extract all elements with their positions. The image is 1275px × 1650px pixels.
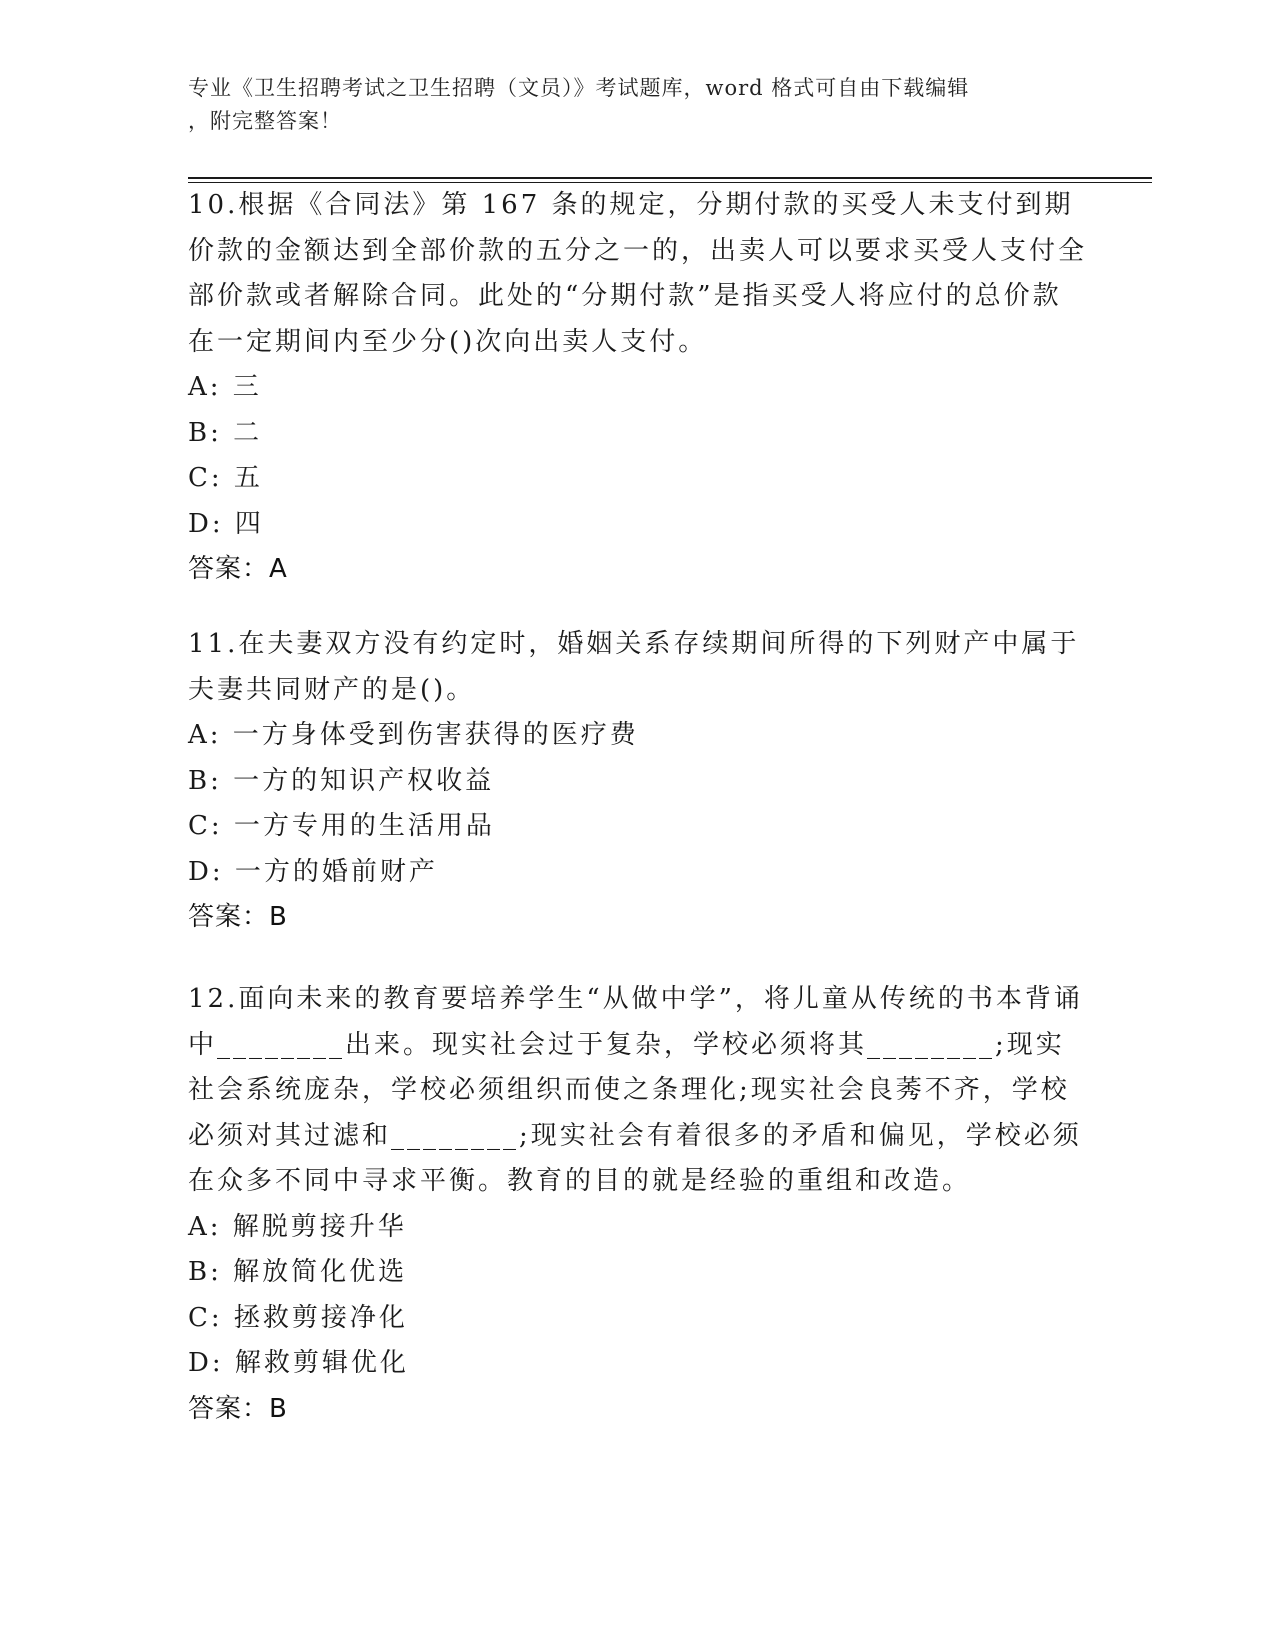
option-b: B: 解放简化优选 bbox=[188, 1257, 408, 1287]
question-text: 11.在夫妻双方没有约定时，婚姻关系存续期间所得的下列财产中属于夫妻共同财产的是()。 bbox=[188, 629, 1080, 705]
answer: 答案：B bbox=[188, 902, 288, 932]
option-d: D: 解救剪辑优化 bbox=[188, 1348, 409, 1378]
option-a: A: 一方身体受到伤害获得的医疗费 bbox=[188, 720, 639, 750]
answer: 答案：B bbox=[188, 1393, 288, 1424]
question-12 bbox=[188, 977, 1088, 1432]
option-c: C: 拯救剪接净化 bbox=[188, 1302, 408, 1333]
header-divider-thick bbox=[188, 177, 1152, 179]
option-c: C: 一方专用的生活用品 bbox=[188, 811, 495, 841]
option-a: A: 三 bbox=[188, 372, 262, 402]
option-c: C: 五 bbox=[188, 463, 263, 493]
option-a: A: 解脱剪接升华 bbox=[188, 1211, 407, 1242]
document-header bbox=[188, 72, 1068, 138]
option-b: B: 二 bbox=[188, 417, 263, 448]
question-text: 12.面向未来的教育要培养学生“从做中学”，将儿童从传统的书本背诵中________出来。现实社会过于复杂，学校必须将其________;现实社会系统庞杂，学校必须组织而使之条理化;现实社会良莠不齐，学校必须对其过滤和________;现实社会有着很多的矛盾和偏见，学校必须在众多不同中寻求平衡。教育的目的就是经验的重组和改造。 bbox=[188, 984, 1083, 1196]
option-b: B: 一方的知识产权收益 bbox=[188, 765, 495, 796]
question-11 bbox=[188, 622, 1088, 941]
header-line-2: ，附完整答案！ bbox=[188, 109, 342, 133]
answer: 答案：A bbox=[188, 554, 288, 584]
header-line-1: 专业《卫生招聘考试之卫生招聘（文员）》考试题库，word 格式可自由下载编辑 bbox=[188, 76, 970, 100]
question-text: 10.根据《合同法》第 167 条的规定，分期付款的买受人未支付到期价款的金额达到全部价款的五分之一的，出卖人可以要求买受人支付全部价款或者解除合同。此处的“分期付款”是指买受人将应付的总价款在一定期间内至少分()次向出卖人支付。 bbox=[188, 190, 1088, 357]
question-10 bbox=[188, 183, 1088, 593]
option-d: D: 四 bbox=[188, 508, 264, 539]
option-d: D: 一方的婚前财产 bbox=[188, 856, 438, 887]
